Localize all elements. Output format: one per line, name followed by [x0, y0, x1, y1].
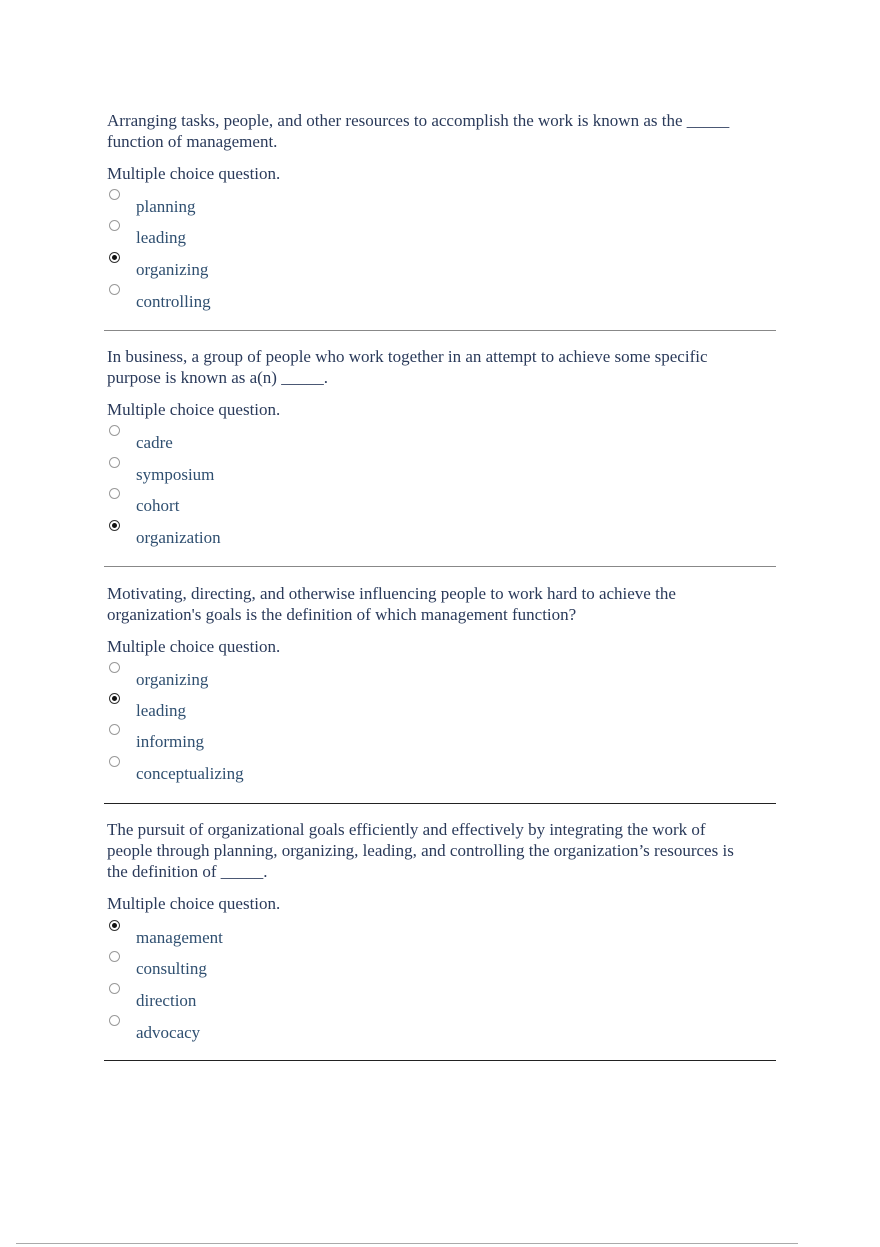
radio-button[interactable]	[109, 425, 120, 436]
answer-option-label: cohort	[136, 496, 180, 515]
footer-divider	[16, 1243, 798, 1244]
answer-option[interactable]	[104, 189, 504, 221]
radio-button[interactable]	[109, 189, 120, 200]
radio-button[interactable]	[109, 220, 120, 231]
question-3	[104, 583, 776, 804]
answer-option[interactable]	[104, 662, 504, 694]
radio-button[interactable]	[109, 662, 120, 673]
question-1	[104, 110, 776, 331]
radio-button[interactable]	[109, 920, 120, 931]
answer-option-label: organization	[136, 528, 221, 547]
answer-option[interactable]	[104, 457, 504, 489]
answer-option-label: conceptualizing	[136, 764, 244, 783]
answer-option-label: direction	[136, 991, 197, 1010]
question-text: Motivating, directing, and otherwise influencing people to work hard to achieve the organization's goals is the definition of which management function?	[107, 584, 676, 624]
answer-option-label: management	[136, 928, 223, 947]
question-type-label: Multiple choice question.	[107, 894, 281, 913]
answer-option[interactable]	[104, 252, 504, 284]
question-type-label: Multiple choice question.	[107, 637, 281, 656]
answer-option[interactable]	[104, 951, 504, 983]
answer-option[interactable]	[104, 920, 504, 952]
question-type-label: Multiple choice question.	[107, 164, 281, 183]
radio-button[interactable]	[109, 724, 120, 735]
question-4	[104, 819, 776, 1061]
answer-option-label: consulting	[136, 959, 207, 978]
answer-option-label: symposium	[136, 465, 215, 484]
question-text: Arranging tasks, people, and other resources to accomplish the work is known as the _____ function of management.	[107, 111, 730, 151]
radio-button[interactable]	[109, 520, 120, 531]
radio-button[interactable]	[109, 284, 120, 295]
question-2	[104, 346, 776, 567]
question-text: The pursuit of organizational goals efficiently and effectively by integrating the work of people through planning, organizing, leading, and controlling the organization’s resources is the definition of _____.	[107, 820, 734, 881]
question-type-label: Multiple choice question.	[107, 400, 281, 419]
answer-option-label: organizing	[136, 670, 209, 689]
radio-button[interactable]	[109, 756, 120, 767]
answer-option[interactable]	[104, 983, 504, 1015]
answer-option[interactable]	[104, 220, 504, 252]
answer-option[interactable]	[104, 425, 504, 457]
answer-option-label: planning	[136, 197, 196, 216]
radio-button[interactable]	[109, 951, 120, 962]
answer-option[interactable]	[104, 756, 504, 788]
answer-option-label: cadre	[136, 433, 173, 452]
answer-option[interactable]	[104, 1015, 504, 1047]
answer-option-label: controlling	[136, 292, 211, 311]
answer-option[interactable]	[104, 693, 504, 725]
answer-option[interactable]	[104, 724, 504, 756]
radio-button[interactable]	[109, 1015, 120, 1026]
radio-button[interactable]	[109, 983, 120, 994]
answer-option[interactable]	[104, 284, 504, 316]
answer-option-label: informing	[136, 732, 204, 751]
answer-option[interactable]	[104, 488, 504, 520]
radio-button[interactable]	[109, 488, 120, 499]
answer-option-label: organizing	[136, 260, 209, 279]
radio-button[interactable]	[109, 457, 120, 468]
answer-option-label: leading	[136, 701, 187, 720]
question-text: In business, a group of people who work together in an attempt to achieve some specific purpose is known as a(n) _____.	[107, 347, 708, 387]
answer-option[interactable]	[104, 520, 504, 552]
answer-option-label: advocacy	[136, 1023, 201, 1042]
radio-button[interactable]	[109, 252, 120, 263]
answer-option-label: leading	[136, 228, 187, 247]
radio-button[interactable]	[109, 693, 120, 704]
